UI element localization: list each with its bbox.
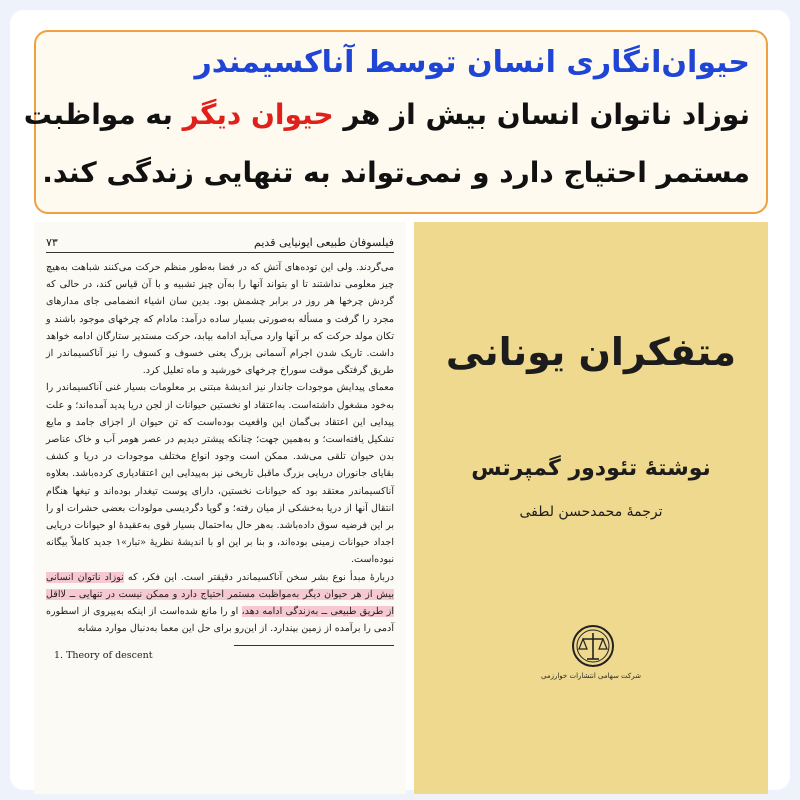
headline-title: حیوان‌انگاری انسان توسط آناکسیمندر bbox=[194, 45, 750, 80]
cover-translator: ترجمهٔ محمدحسن لطفی bbox=[519, 504, 663, 520]
footnote-divider bbox=[234, 645, 394, 646]
content-area bbox=[34, 222, 768, 794]
highlighted-passage: نوزاد ناتوان انسانی بیش از هر حیوان دیگر به‌مواظبت مستمر احتیاج دارد و ممکن نیست در تنهایی ــ لااقل از طریق طبیعی ــ به‌زندگی ادامه دهد، bbox=[46, 571, 394, 618]
publisher-logo-icon bbox=[571, 624, 615, 668]
page-text bbox=[46, 259, 394, 637]
cover-author: نوشتهٔ تئودور گمپرتس bbox=[471, 456, 711, 481]
page-paragraph-1: می‌گردند. ولی این توده‌های آتش که در فضا به‌طور منظم حرکت می‌کنند شباهت به‌هیچ چیز معلومی نداشتند تا او بتواند آنها را به‌آن چیز تشبیه و با آن قیاس کند، در حالی که گردش چرخها هر روز در برابر چشمش بود. بدین سان اشیاء انضمامی جای مدارهای مجرد را گرفت و مسأله به‌صورتی بسیار ساده درآمد: مادام که چرخهای موجود باشند و تکان مولد حرکت که بر آنها وارد می‌آید ادامه بیابد، حرکت مستدیر ستارگان ادامه خواهد داشت. تاریک شدن اجرام آسمانی بزرگ یعنی خسوف و کسوف را نیز آناکسیماندر از طریق گرفتگی موقت سوراخ چرخهای خورشید و ماه تعلیل کرد. bbox=[46, 262, 394, 377]
headline-line-1 bbox=[23, 86, 750, 144]
headline-highlight: حیوان دیگر bbox=[182, 98, 334, 131]
page-header bbox=[46, 236, 394, 253]
page-paragraph-2: معمای پیدایش موجودات جاندار نیز اندیشهٔ مبتنی بر معلومات بسیار غنی آناکسیماندر را به‌خود مشغول داشته‌است. به‌اعتقاد او نخستین حیوانات از لجن دریا پدید آمده‌اند؛ و علت پیدایی این اعتقاد بی‌گمان این واقعیت بوده‌است که تن حیوان از اجزای جامد و مایع تشکیل یافته‌است؛ و به‌همین جهت؛ چنانکه پیشتر دیدیم در عصر هومر آب و خاک عناصر بدن حیوان تلقی می‌شد. ممکن است وجود انواع مختلف موجودات در دریا و کشف بقایای جانوران دریایی بزرگ ماقبل تاریخی نیز به‌پیدایی این اعتقادیاری کرده‌باشد. بعلاوه آناکسیماندر معتقد بود که حیوانات نخستین، دارای پوست تیغدار بوده‌اند و تیغها هنگام انتقال آنها از دریا به‌خشکی از میان رفته؛ و گویا دگردیسی مولودات بعضی حشرات او را بر این فرضیه سوق داده‌باشد. به‌هر حال به‌احتمال بسیار قوی به‌عقیدهٔ او حیوانات دریایی اجداد حیوانات زمینی بوده‌اند، و بنا بر این او با اندیشهٔ نظریهٔ «تبار»۱ جدید کاملاً بیگانه نبوده‌است. bbox=[46, 382, 394, 566]
paragraph-3-rest: او را مانع شده‌است از اینکه به‌پیروی از اسطوره آدمی را برآمده از زمین بپندارد. از این‌رو برای حل این معما به‌دنبال موارد مشابه bbox=[46, 606, 394, 635]
headline-box bbox=[23, 30, 768, 214]
book-page-scan bbox=[34, 222, 406, 794]
page-paragraph-3 bbox=[46, 569, 394, 638]
headline-line-2: مستمر احتیاج دارد و نمی‌تواند به تنهایی زندگی کند. bbox=[42, 156, 750, 189]
cover-title: متفکران یونانی bbox=[445, 330, 737, 374]
page-footnote: 1. Theory of descent bbox=[54, 650, 153, 662]
headline-line-1-start: نوزاد ناتوان انسان بیش از هر bbox=[333, 98, 750, 131]
headline-line-1-end: به مواظبت bbox=[23, 98, 183, 131]
page-number: ۷۳ bbox=[46, 236, 58, 249]
publisher-name: شرکت سهامی انتشارات خوارزمی bbox=[541, 672, 641, 680]
book-cover bbox=[414, 222, 768, 794]
running-title: فیلسوفان طبیعی ایونیایی قدیم bbox=[254, 236, 394, 249]
paragraph-3-intro: دربارهٔ مبدأ نوع بشر سخن آناکسیماندر دقیقتر است. این فکر، که bbox=[123, 571, 394, 583]
